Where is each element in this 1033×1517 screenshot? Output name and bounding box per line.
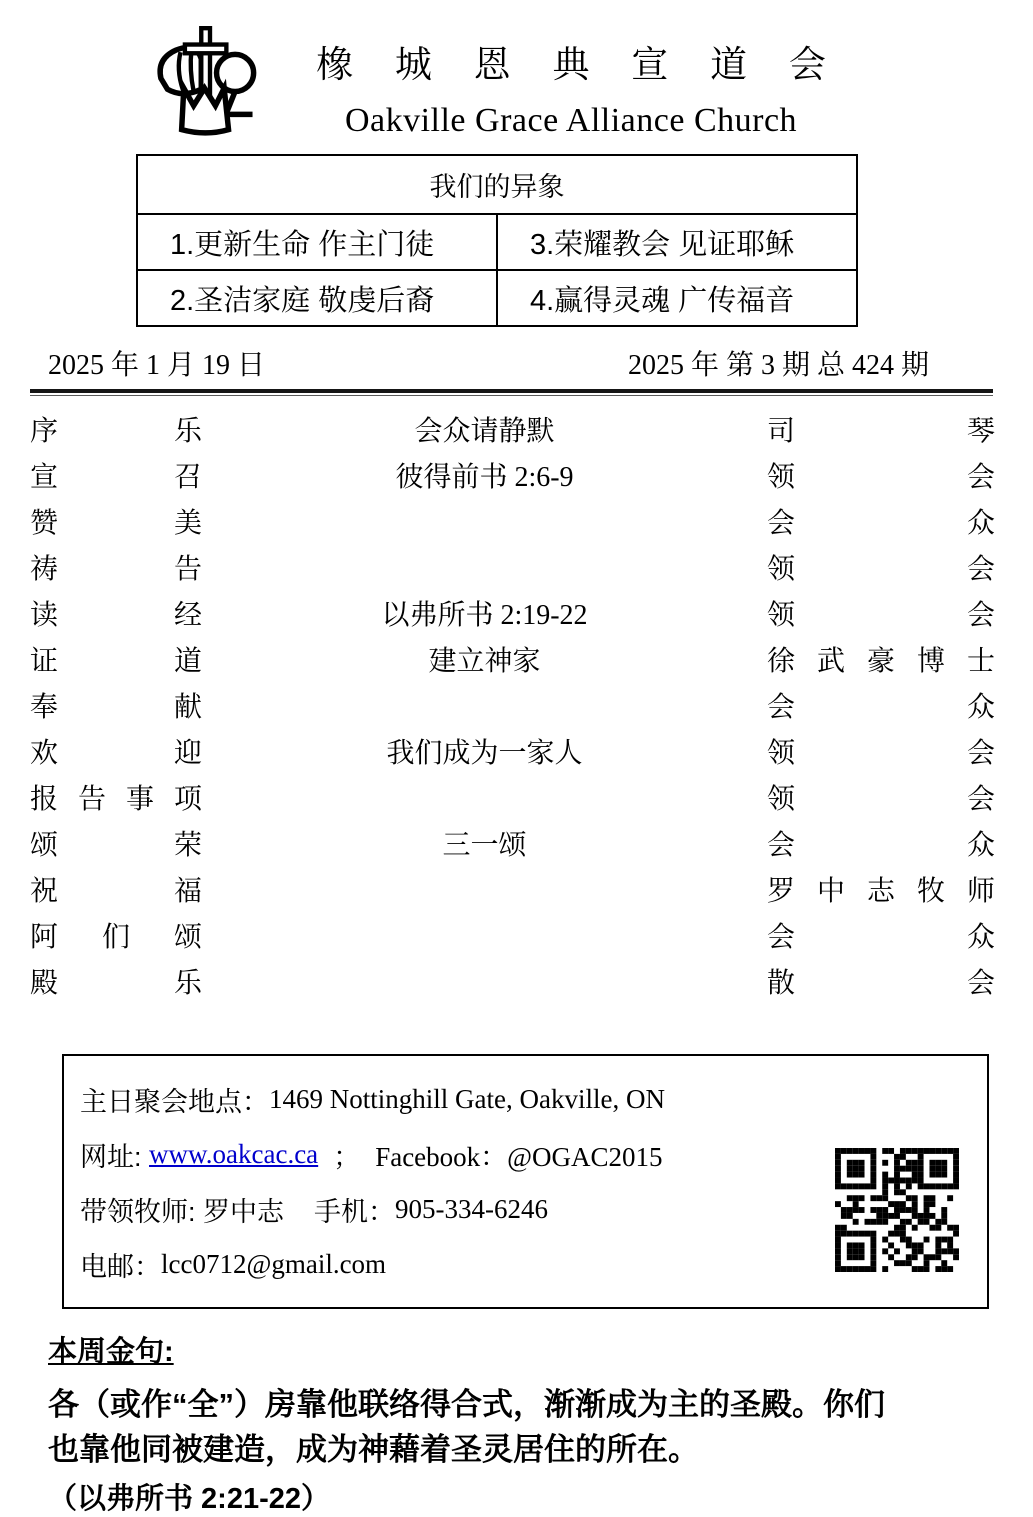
phone-value: 905-334-6246 [395,1194,549,1224]
vision-item-1: 1.更新生命 作主门徒 [137,214,497,270]
program-row [30,820,995,866]
website-link[interactable]: www.oakcac.ca [149,1139,319,1169]
title-block [276,26,866,140]
pastor-label: 带领牧师: 罗中志 [80,1197,285,1227]
vision-item-2: 2.圣洁家庭 敬虔后裔 [137,270,497,326]
program-item-content: 以弗所书 2:19-22 [381,600,588,631]
program-row [30,452,995,498]
program-row [30,406,995,452]
church-logo-icon [150,26,270,140]
website-separator: ； [318,1142,376,1172]
email-value: lcc0712@gmail.com [161,1249,387,1279]
vision-row-1 [137,214,857,270]
vision-table [136,154,858,327]
verse-line-1: 各（或作“全”）房靠他联络得合式，渐渐成为主的圣殿。你们 [48,1387,885,1422]
program-row [30,544,995,590]
program-item-person: 领会 [767,600,995,631]
program-row [30,866,995,912]
program-item-name: 殿乐 [30,968,202,999]
program-item-person: 领会 [767,554,995,585]
vision-item-3: 3.荣耀教会 见证耶稣 [497,214,857,270]
divider-rule [30,389,993,396]
vision-header-row [137,155,857,214]
qr-code [835,1148,959,1272]
weekly-verse [48,1329,993,1517]
program-item-person: 徐武豪博士 [767,646,995,677]
program-item-person: 会众 [767,922,995,953]
program-row [30,958,995,1004]
bulletin-date: 2025 年 1 月 19 日 [48,350,266,381]
program-item-person: 领会 [767,738,995,769]
program-row [30,636,995,682]
program-item-name: 序乐 [30,416,202,447]
program-row [30,774,995,820]
program-item-name: 宣召 [30,462,202,493]
program-row [30,682,995,728]
contact-info-box [62,1054,989,1309]
program-item-person: 散会 [767,968,995,999]
program-item-content: 彼得前书 2:6-9 [395,462,574,493]
location-label: 主日聚会地点： [80,1087,269,1117]
location-value: 1469 Nottinghill Gate, Oakville, ON [269,1084,665,1114]
program-row [30,728,995,774]
program-item-name: 赞美 [30,508,202,539]
program-item-name: 证道 [30,646,202,677]
program-row [30,912,995,958]
program-item-content: 三一颂 [442,830,527,861]
program-item-name: 读经 [30,600,202,631]
program-item-person: 司琴 [767,416,995,447]
header [0,0,1033,140]
program-item-name: 颂荣 [30,830,202,861]
program-item-name: 祝福 [30,876,202,907]
verse-reference: （以弗所书 2:21-22） [48,1483,331,1515]
program-item-name: 祷告 [30,554,202,585]
program-item-person: 会众 [767,692,995,723]
program-item-person: 会众 [767,830,995,861]
verse-heading: 本周金句: [48,1336,174,1368]
vision-row-2 [137,270,857,326]
program-item-content: 会众请静默 [414,416,555,447]
program-item-person: 会众 [767,508,995,539]
church-name-zh: 橡 城 恩 典 宣 道 会 [316,45,826,86]
program-item-content: 我们成为一家人 [386,738,583,769]
program-item-person: 领会 [767,462,995,493]
issue-number: 2025 年 第 3 期 总 424 期 [627,350,929,381]
email-label: 电邮： [80,1252,161,1282]
program-item-content: 建立神家 [428,646,541,677]
program-row [30,498,995,544]
verse-line-2: 也靠他同被建造，成为神藉着圣灵居住的所在。 [48,1432,699,1467]
church-name-en: Oakville Grace Alliance Church [344,102,798,139]
facebook-handle: Facebook：@OGAC2015 [375,1142,663,1172]
website-label: 网址: [80,1142,150,1172]
program-item-name: 奉献 [30,692,202,723]
program-item-name: 欢迎 [30,738,202,769]
vision-item-4: 4.赢得灵魂 广传福音 [497,270,857,326]
date-issue-line [0,343,1033,383]
program-row [30,590,995,636]
program-item-person: 领会 [767,784,995,815]
phone-label: 手机： [284,1197,396,1227]
program-item-name: 报告事项 [30,784,202,815]
location-line [80,1072,987,1127]
program-item-name: 阿们颂 [30,922,202,953]
program-item-person: 罗中志牧师 [767,876,995,907]
worship-program [30,406,995,1004]
vision-title: 我们的异象 [137,155,857,214]
